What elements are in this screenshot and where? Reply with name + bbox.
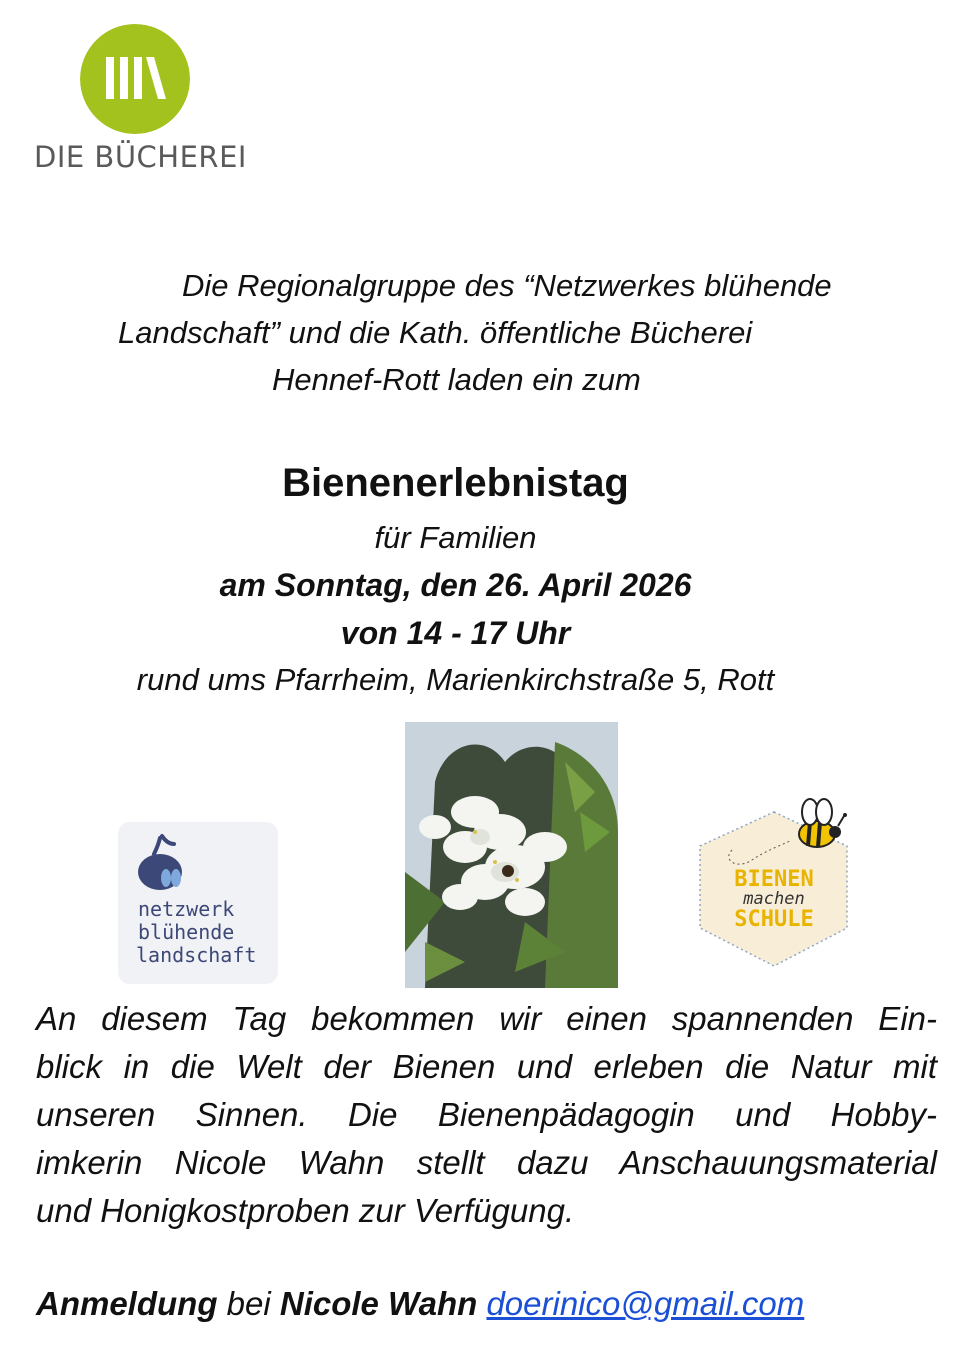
description-line: und Honigkostproben zur Verfügung. — [36, 1192, 575, 1229]
library-logo — [34, 24, 247, 174]
registration-line — [36, 1280, 804, 1328]
bienen-line: SCHULE — [734, 907, 814, 932]
intro-line: Landschaft” und die Kath. öffentliche Bücherei — [118, 315, 753, 350]
event-location: rund ums Pfarrheim, Marienkirchstraße 5, Rott — [136, 662, 775, 697]
event-time: von 14 - 17 Uhr — [340, 615, 571, 651]
description-line: blick in die Welt der Bienen und erleben die Natur mit — [36, 1048, 937, 1085]
bienen-line: BIENEN — [734, 867, 814, 892]
apple-blossom-photo — [405, 722, 618, 988]
intro-line: Hennef-Rott laden ein zum — [272, 362, 641, 397]
contact-name: Nicole Wahn — [279, 1285, 478, 1322]
netzwerk-line: netzwerk — [138, 897, 235, 921]
netzwerk-line: landschaft — [136, 943, 257, 967]
netzwerk-logo — [118, 822, 278, 984]
bee-icon — [128, 832, 198, 902]
event-description — [36, 995, 937, 1235]
bienen-machen-schule-logo — [692, 790, 857, 970]
netzwerk-name — [138, 898, 278, 967]
registration-label: Anmeldung — [36, 1285, 218, 1322]
description-line: imkerin Nicole Wahn stellt dazu Anschauungsmaterial — [36, 1144, 937, 1181]
event-date: am Sonntag, den 26. April 2026 — [219, 567, 692, 603]
description-line: An diesem Tag bekommen wir einen spannenden Ein- — [36, 1000, 937, 1037]
library-name: DIE BÜCHEREI — [34, 140, 247, 174]
library-books-icon — [80, 24, 190, 134]
bienen-line: machen — [743, 889, 805, 909]
event-title: Bienenerlebnistag — [282, 461, 629, 505]
registration-connector: bei — [217, 1285, 280, 1322]
event-audience: für Familien — [374, 520, 537, 555]
netzwerk-line: blühende — [138, 920, 235, 944]
description-line: unseren Sinnen. Die Bienenpädagogin und Hobby- — [36, 1096, 937, 1133]
contact-email-link[interactable]: doerinico@gmail.com — [486, 1285, 805, 1322]
bee-icon — [799, 799, 847, 847]
intro-line: Die Regionalgruppe des “Netzwerkes blühende — [182, 268, 832, 303]
